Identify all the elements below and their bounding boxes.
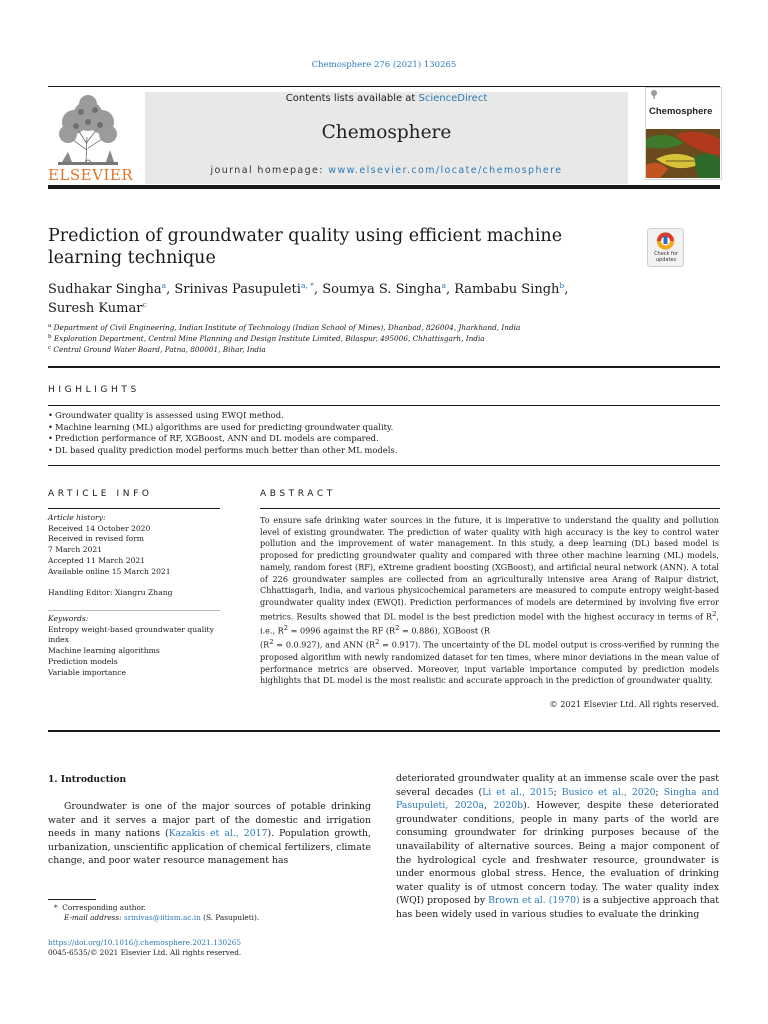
citation-link[interactable]: Kazakis et al., 2017 [168, 828, 268, 840]
body-text-part: is a subjective approach that has been widely used in various studies to evaluate the drinking [396, 895, 719, 920]
author-name[interactable]: Suresh Kumar [48, 301, 143, 316]
affiliation-text: Department of Civil Engineering, Indian Institute of Technology (Indian School of Mines), Dhanbad, 826004, Jharkhand, India [53, 323, 521, 332]
superscript: 2 [375, 638, 380, 647]
body-text-part: ; [553, 786, 562, 798]
article-info-rule [48, 508, 220, 509]
email-label: E-mail address: [64, 913, 124, 922]
history-line: Accepted 11 March 2021 [48, 555, 146, 565]
history-line: Available online 15 March 2021 [48, 566, 171, 576]
contents-line [145, 93, 628, 104]
section-heading-introduction: 1. Introduction [48, 774, 127, 785]
contents-prefix: Contents lists available at [285, 93, 419, 104]
highlight-text: Machine learning (ML) algorithms are used for predicting groundwater quality. [55, 421, 394, 432]
top-rule [48, 86, 720, 87]
highlight-item [48, 433, 728, 445]
handling-editor: Handling Editor: Xiangru Zhang [48, 588, 173, 597]
citation-link[interactable]: Brown et al. (1970) [488, 895, 580, 907]
homepage-prefix: journal homepage: [210, 165, 329, 176]
superscript: 2 [269, 638, 274, 647]
author-affiliation-mark[interactable]: c [142, 300, 147, 309]
author-affiliation-mark[interactable]: a [161, 281, 167, 290]
email-link[interactable]: srinivas@iitism.ac.in [123, 913, 201, 922]
cover-tree-mark-icon [650, 90, 658, 99]
keyword: Machine learning algorithms [48, 646, 160, 656]
history-line: Received 14 October 2020 [48, 523, 151, 533]
body-text-part: , [483, 800, 494, 812]
abstract-rule [260, 508, 720, 509]
cover-leaf-image [646, 129, 720, 178]
front-matter-end-rule [48, 730, 720, 732]
footnote-text: Corresponding author. [62, 903, 146, 912]
citation-link[interactable]: 2020b [493, 800, 524, 812]
body-text-part: Groundwater is one of the major sources of potable drinking water and it serves a major part of the domestic and irrigation needs in many nations ( [48, 801, 371, 840]
abstract-part: = 0.917). The uncertainty of the DL model output is cross-verified by running the proposed algorithm with newly randomized dataset for ten times, where minor deviations in the mean value of performance metrics are observed. Moreover, input variable importance computed by prediction models highlights that DL model is the most realistic and accurate approach in the prediction of groundwater quality. [260, 640, 719, 686]
abstract-part: = 0.0.927), and ANN (R [273, 640, 376, 651]
highlight-text: DL based quality prediction model performs much better than other ML models. [55, 444, 398, 455]
journal-citation[interactable]: Chemosphere 276 (2021) 130265 [311, 60, 457, 70]
abstract-part: To ensure safe drinking water sources in the future, it is imperative to understand the quality and pollution level of existing groundwater. The prediction of water quality with high accuracy is the key to control water pollution and the improvement of water management. In this study, a deep learning (DL) based model is proposed for predicting groundwater quality and compared with three other machine learning (ML) models, namely, random forest (RF), eXtreme gradient boosting (XGBoost), and artificial neural network (ANN). A total of 226 groundwater samples are collected from an agriculturally intensive area Arang of Raipur district, Chhattisgarh, India, and various physicochemical parameters are measured to compute entropy weight-based groundwater quality index (EWQI). Prediction performances of models are determined by involving five error metrics. Results showed that DL model is the best prediction model with the highest accuracy in terms of R [260, 515, 719, 622]
journal-homepage [145, 165, 628, 176]
abstract-part: (R [260, 640, 270, 651]
bullet-icon: • [48, 421, 53, 432]
journal-title: Chemosphere [321, 122, 452, 143]
header-thick-rule [48, 185, 720, 189]
affiliation [48, 333, 728, 344]
affiliation-text: Central Ground Water Board, Patna, 800001, Bihar, India [53, 345, 266, 354]
body-text-part: deteriorated groundwater quality at an immense scale over the past several decades ( [396, 773, 719, 798]
affiliation-mark: c [48, 345, 52, 351]
superscript: 2 [395, 624, 400, 633]
cover-journal-name: Chemosphere [649, 106, 713, 117]
author-name[interactable]: Soumya S. Singha [322, 282, 442, 297]
history-line: Received in revised form [48, 534, 144, 544]
affiliation-mark: b [48, 334, 52, 340]
keyword: Entropy weight-based groundwater quality [48, 624, 214, 634]
body-text-part: ). However, despite these deteriorated groundwater conditions, people in many parts of the world are consuming groundwater for drinking purposes because of the unavailability of alternative sources. Being a major component of the hydrological cycle and freshwater resource, groundwater is under enormous global stress. Hence, the evaluation of drinking water quality is of utmost concern today. The water quality index (WQI) proposed by [396, 800, 719, 907]
abstract-part: = 0.886), XGBoost (R [399, 625, 490, 636]
intro-left-paragraph [48, 800, 371, 868]
citation-link[interactable]: Busico et al., 2020 [561, 786, 656, 798]
issn-line: 0045-6535/© 2021 Elsevier Ltd. All rights reserved. [48, 948, 242, 957]
keyword: Variable importance [48, 667, 127, 677]
doi-link[interactable]: https://doi.org/10.1016/j.chemosphere.2021.130265 [48, 938, 242, 947]
abstract-heading: ABSTRACT [260, 489, 336, 499]
history-label: Article history: [48, 513, 106, 522]
article-info-heading: ARTICLE INFO [48, 489, 153, 499]
affiliation-mark: a [48, 323, 52, 329]
highlights-list [48, 410, 728, 456]
sciencedirect-link[interactable]: ScienceDirect [418, 93, 488, 104]
bullet-icon: • [48, 433, 53, 443]
author-affiliation-mark[interactable]: a [441, 281, 446, 290]
homepage-link[interactable]: www.elsevier.com/locate/chemosphere [328, 165, 563, 176]
abstract-text [260, 515, 719, 687]
superscript: 2 [712, 609, 717, 618]
author-separator: , [313, 282, 323, 297]
affiliation-text: Exploration Department, Central Mine Planning and Design Institute Limited, Bilaspur, 495006, Chhattisgarh, India [53, 334, 485, 343]
highlight-item [48, 445, 728, 457]
highlights-rule [48, 405, 720, 406]
publisher-name: ELSEVIER [48, 166, 134, 184]
highlight-text: Groundwater quality is assessed using EWQI method. [55, 410, 284, 420]
history-line: 7 March 2021 [48, 545, 103, 555]
superscript: 2 [283, 624, 289, 633]
author-list [48, 280, 688, 318]
highlight-text: Prediction performance of RF, XGBoost, ANN and DL models are compared. [55, 433, 379, 443]
corresponding-author-note [48, 903, 384, 914]
body-text-part: ). Population growth, urbanization, unscientific application of chemical fertilizers, climate change, and poor water resource management has [48, 828, 371, 867]
email-note [48, 913, 394, 924]
highlights-bottom-rule [48, 465, 720, 466]
author-name[interactable]: Rambabu Singh [454, 282, 560, 297]
abstract-part: = 0996 against the RF (R [288, 625, 396, 636]
author-name[interactable]: Sudhakar Singha [48, 282, 162, 297]
article-history [48, 513, 223, 577]
keywords-rule [48, 610, 220, 611]
citation-link[interactable]: Singha and Pasupuleti, 2020a [396, 786, 719, 812]
paper-title: Prediction of groundwater quality using efficient machine learning technique [48, 226, 563, 268]
bullet-icon: • [48, 410, 53, 420]
highlights-heading: HIGHLIGHTS [48, 385, 140, 395]
doi-line [48, 938, 378, 949]
affiliation [48, 344, 728, 355]
keywords [48, 614, 223, 678]
citation-link[interactable]: Li et al., 2015 [482, 786, 554, 798]
author-name[interactable]: Srinivas Pasupuleti [174, 282, 301, 297]
highlight-item [48, 422, 728, 434]
author-separator: , [564, 282, 569, 297]
keyword: Prediction models [48, 656, 118, 666]
author-separator: , [445, 282, 455, 297]
affiliations-rule [48, 366, 720, 368]
abstract-copyright: © 2021 Elsevier Ltd. All rights reserved. [549, 699, 719, 709]
footnote-rule [48, 899, 96, 900]
crossmark-label: Check for updates [654, 251, 678, 263]
keyword: index [48, 635, 69, 645]
author-affiliation-mark[interactable]: b [559, 281, 565, 290]
affiliation [48, 322, 728, 333]
bullet-icon: • [48, 444, 53, 455]
highlight-item [48, 410, 728, 422]
email-suffix: (S. Pasupuleti). [200, 913, 260, 922]
intro-right-paragraph [396, 772, 719, 922]
body-text-part: ; [655, 786, 664, 798]
author-separator: , [166, 282, 175, 297]
author-affiliation-mark[interactable]: a, * [300, 281, 314, 290]
abstract-part: , i.e., R [260, 611, 719, 636]
footnote-star: * [54, 903, 58, 912]
keywords-label: Keywords: [48, 614, 89, 623]
